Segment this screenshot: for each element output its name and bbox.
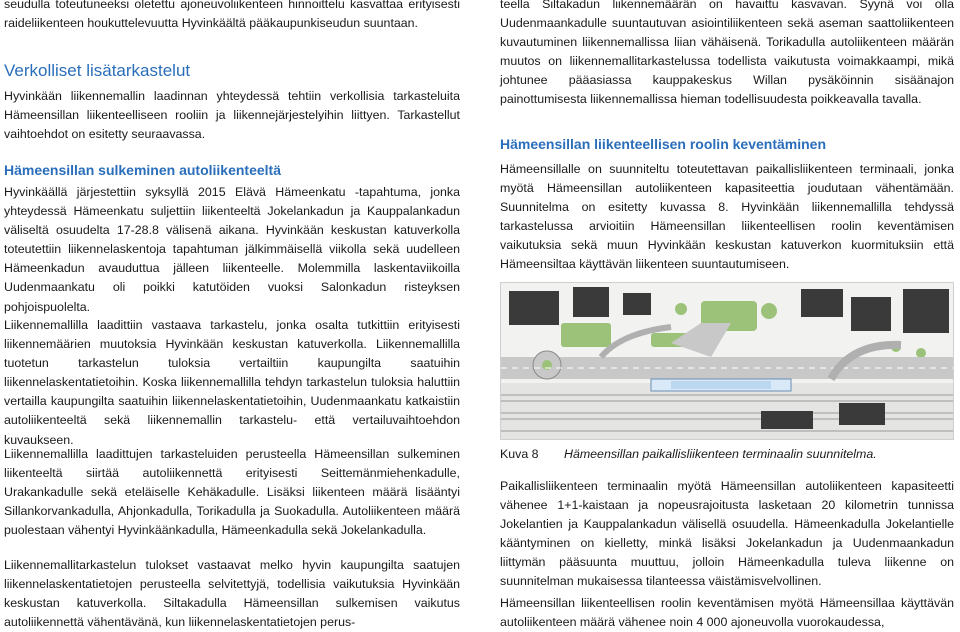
caption-text: Hämeensillan paikallisliikenteen terminaalin suunnitelma.	[564, 447, 877, 461]
subheading-keventaminen: Hämeensillan liikenteellisen roolin keventäminen	[500, 136, 827, 152]
paragraph-terminaali: Hämeensillalle on suunniteltu toteutettavan paikallisliikenteen terminaali, jonka myötä Hämeensillan autoliikenteen kapasiteettia joudutaan vähentämään. Suunnitelma on esitetty kuvassa 8. Hyvinkään liikennemallilla tehdyssä tarkastelussa arvioitiin Hämeensillan liikenteellisen roolin keventämisen vaikutuksia sekä muun Hyvinkään keskustan katuverkon kuormituksiin että Hämeensiltaa käyttävän liikenteen suuntautumiseen.	[500, 162, 954, 272]
map-drawing	[501, 283, 954, 440]
intro-paragraph: seudulla toteutuneeksi oletettu ajoneuvoliikenteen hinnoittelu kasvattaa erityisesti raideliikenteen houkuttelevuutta Hyvinkäältä pääkaupunkiseudun suuntaan.	[4, 0, 460, 31]
paragraph-elava-hameenkatu: Hyvinkäällä järjestettiin syksyllä 2015 Elävä Hämeenkatu -tapahtuma, jonka yhteydessä Hämeenkatu suljettiin liikenteeltä Jokelankadun ja Kauppalankadun väliseltä osuudelta 17-28.8 välisenä aikana. Hyvinkään keskustan katuverkolla toteutettiin liikennelaskentoja tapahtuman jälkimmäisellä viikolla sekä uudelleen Hämeenkadun avauduttua jälleen liikenteelle. Molemmilla laskentaviikoilla Uudenmaankatu oli poikki katutöiden vuoksi Salonkadun risteyksen pohjoispuolelta.	[4, 185, 460, 314]
paragraph-liikennemalli-tarkastelu: Liikennemallilla laadittiin vastaava tarkastelu, jonka osalta tutkittiin erityisesti liikennemäärien muutoksia Hyvinkään keskustan katuverkolla. Liikennemallilla tuotetun tarkastelun tuloksia vertailtiin kaupungilta saatuihin liikennelaskentatietoihin. Koska liikennemallilla tehdyn tarkastelun tuloksia haluttiin vertailla kaupungilta saatuihin liikennelaskentatietoihin, Uudenmaankatu katkaistiin autoliikenteeltä sekä liikennemallin tarkastelu- että vertailuvaihtoehdon kuvaukseen.	[4, 318, 460, 447]
paragraph-vaheneminen: Hämeensillan liikenteellisen roolin keventämisen myötä Hämeensillaa käyttävän autoliikenteen määrä vähenee noin 4 000 ajoneuvolla vuorokaudessa,	[500, 596, 954, 630]
section-heading-verkolliset: Verkolliset lisätarkastelut	[4, 61, 191, 80]
paragraph-tulokset: Liikennemallitarkastelun tulokset vastaavat melko hyvin kaupungilta saatujen liikennelaskentatietojen perusteella selvitettyjä, todellisia vaikutuksia Hyvinkään keskustan katuverkolla. Siltakadulla Hämeensillan sulkemisen vaikutus autoliikennettä vähentävänä, kun liikennelaskentatietojen perus-	[4, 558, 460, 630]
subheading-sulkeminen: Hämeensillan sulkeminen autoliikenteeltä	[4, 162, 281, 178]
paragraph-siltakatu: teella Siltakadun liikennemäärän on havaittu kasvavan. Syynä voi olla Uudenmaankadulle suuntautuvan asiointiliikenteen sekä aseman saattoliikenteen kuvautuminen liikennemallissa liian vähäisenä. Torikadulla autoliikenteen määrän muutos on liikennemallitarkastelussa todellista vaikutusta voimakkaampi, mikä johtunee pääasiassa kauppakeskus Willan pysäköinnin sisäänajon painottumisesta liikennemallissa hieman todellisuudesta poikkeavalla tavalla.	[500, 0, 954, 107]
paragraph-kapasiteetti: Paikallisliikenteen terminaalin myötä Hämeensillan autoliikenteen kapasiteetti vähenee 1+1-kaistaan ja nopeusrajoitusta lasketaan 20 kilometrin tunnissa Jokelantien ja Kauppalankadun välisellä osuudella. Hämeenkadulla Jokelantielle kääntyminen on kielletty, minkä lisäksi Jokelankadun ja Uudenmaankadun liittymän pääsuunta muuttuu, jolloin Hämeenkadulla tuleva liikenne on suunnitelman mukaisessa tilanteessa väistämisvelvollinen.	[500, 479, 954, 589]
figure-caption	[500, 445, 954, 463]
paragraph-siirtymat: Liikennemallilla laadittujen tarkasteluiden perusteella Hämeensillan sulkeminen liikenteeltä siirtää autoliikennettä erityisesti Seittemänmiehenkadulle, Urakankadulle sekä eteläiselle Kehäkadulle. Lisäksi liikenteen määrä lisääntyi Sillankorvankadulla, Ahjonkadulla, Torikadulla ja Suokadulla. Autoliikenteen määrä puolestaan vähentyi Hyvinkäänkadulla, Hämeenkadulla sekä Jokelankadulla.	[4, 447, 460, 538]
terminal-plan-map	[500, 282, 954, 440]
paragraph-verkolliset: Hyvinkään liikennemallin laadinnan yhteydessä tehtiin verkollisia tarkasteluita Hämeensillan liikenteelliseen rooliin ja liikennejärjestelyihin liittyen. Tarkastellut vaihtoehdot on esitetty seuraavassa.	[4, 89, 460, 142]
caption-number: Kuva 8	[500, 447, 539, 461]
